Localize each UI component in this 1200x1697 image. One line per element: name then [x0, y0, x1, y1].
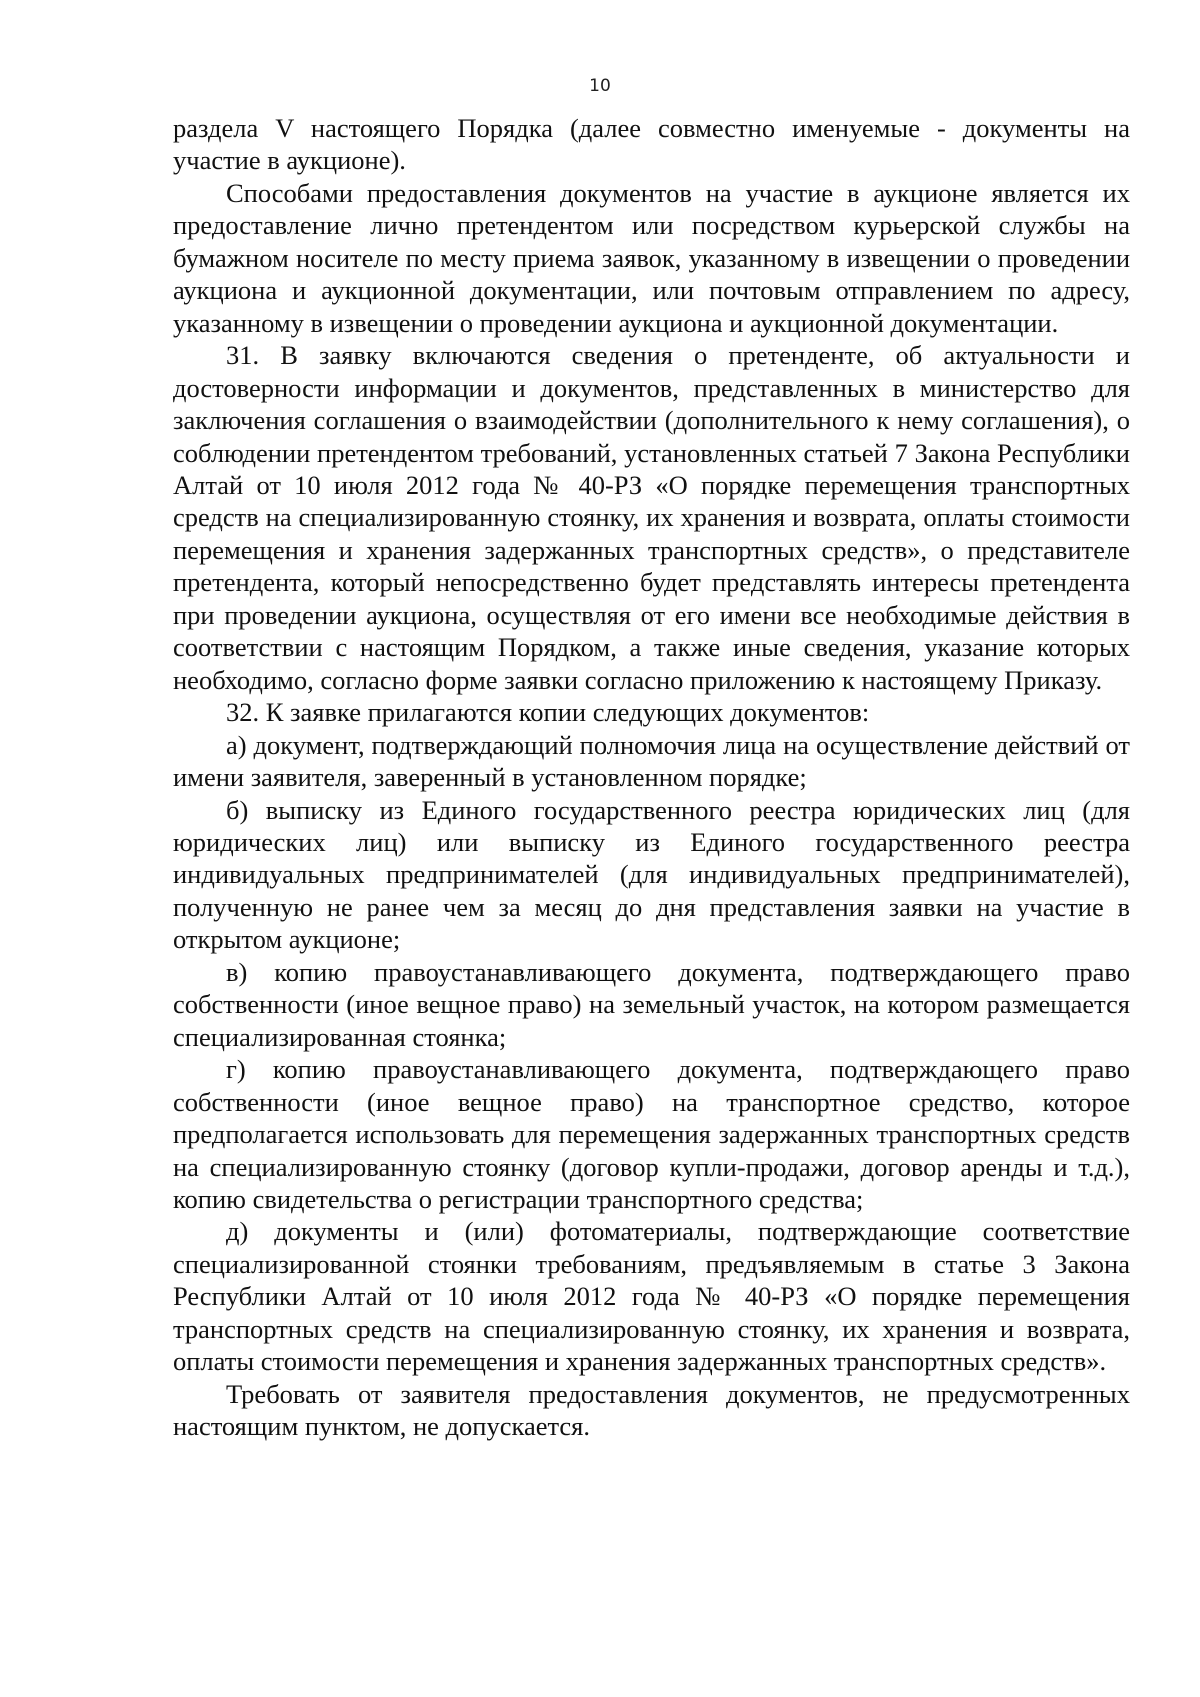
paragraph-subitem-b: б) выписку из Единого государственного реестра юридических лиц (для юридических лиц) или выписку из Единого государственного реестра индивидуальных предпринимателей (для индивидуальных предпринимателей), полученную не ранее чем за месяц до дня представления заявки на участие в открытом аукционе; [173, 794, 1130, 955]
paragraph-item-32: 32. К заявке прилагаются копии следующих документов: [226, 697, 870, 728]
document-body [173, 112, 1130, 1443]
page-number: 10 [589, 76, 611, 96]
paragraph-submission-methods: Способами предоставления документов на участие в аукционе является их предоставление лично претендентом или посредством курьерской службы на бумажном носителе по месту приема заявок, указанному в извещении о проведении аукциона и аукционной документации, или почтовым отправлением по адресу, указанному в извещении о проведении аукциона и аукционной документации. [173, 177, 1130, 338]
paragraph-subitem-g: г) копию правоустанавливающего документа, подтверждающего право собственности (иное вещное право) на транспортное средство, которое предполагается использовать для перемещения задержанных транспортных средств на специализированную стоянку (договор купли-продажи, договор аренды и т.д.), копию свидетельства о регистрации транспортного средства; [173, 1054, 1130, 1214]
paragraph-continuation: раздела V настоящего Порядка (далее совместно именуемые - документы на участие в аукционе). [173, 113, 1130, 176]
paragraph-subitem-v: в) копию правоустанавливающего документа, подтверждающего право собственности (иное вещное право) на земельный участок, на котором размещается специализированная стоянка; [173, 956, 1130, 1052]
paragraph-closing: Требовать от заявителя предоставления документов, не предусмотренных настоящим пунктом, не допускается. [173, 1378, 1130, 1442]
paragraph-subitem-d: д) документы и (или) фотоматериалы, подтверждающие соответствие специализированной стоянки требованиям, предъявляемым в статье 3 Закона Республики Алтай от 10 июля 2012 года № 40-РЗ «О порядке перемещения транспортных средств на специализированную стоянку, их хранения и возврата, оплаты стоимости перемещения и хранения задержанных транспортных средств». [173, 1216, 1130, 1377]
paragraph-item-31: 31. В заявку включаются сведения о претенденте, об актуальности и достоверности информации и документов, представленных в министерство для заключения соглашения о взаимодействии (дополнительного к нему соглашения), о соблюдении претендентом требований, установленных статьей 7 Закона Республики Алтай от 10 июля 2012 года № 40-РЗ «О порядке перемещения транспортных средств на специализированную стоянку, их хранения и возврата, оплаты стоимости перемещения и хранения задержанных транспортных средств», о представителе претендента, который непосредственно будет представлять интересы претендента при проведении аукциона, осуществляя от его имени все необходимые действия в соответствии с настоящим Порядком, а также иные сведения, указание которых необходимо, согласно форме заявки согласно приложению к настоящему Приказу. [173, 340, 1130, 695]
paragraph-subitem-a: а) документ, подтверждающий полномочия лица на осуществление действий от имени заявителя, заверенный в установленном порядке; [173, 729, 1130, 793]
